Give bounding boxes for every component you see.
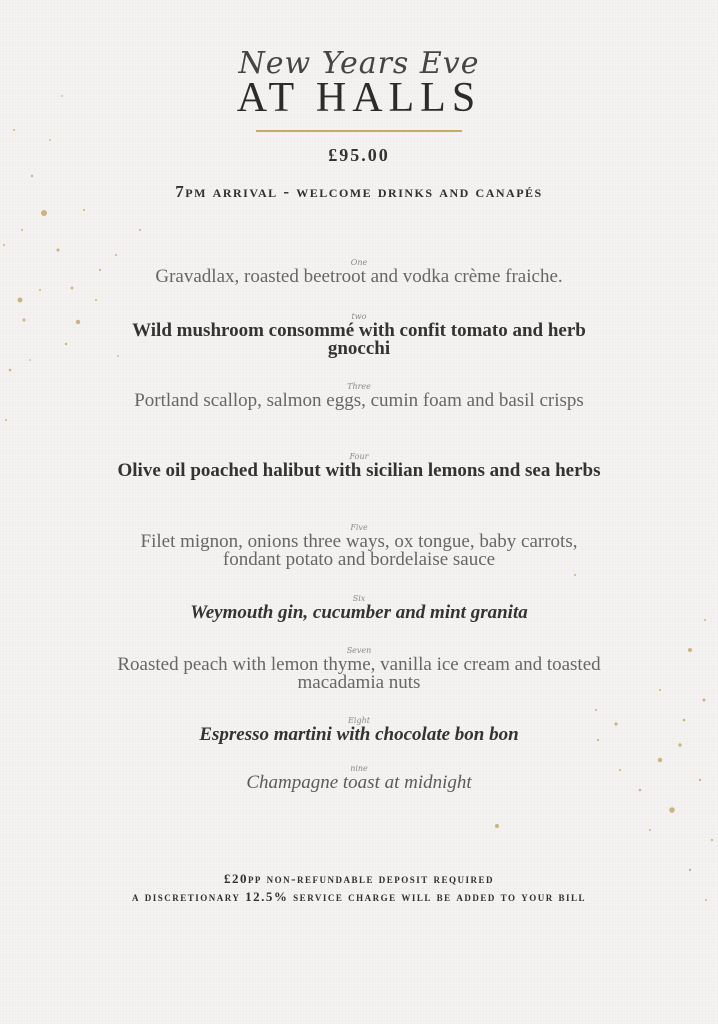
service-charge-note: a discretionary 12.5% service charge will be added to your bill: [131, 889, 586, 904]
course-dish: Portland scallop, salmon eggs, cumin foam and basil crisps: [134, 390, 584, 411]
course-8: [110, 716, 608, 744]
course-number: nine: [350, 764, 368, 773]
course-dish: Champagne toast at midnight: [246, 772, 472, 793]
course-number: Three: [347, 382, 371, 391]
course-4: [110, 452, 608, 480]
course-3: [110, 382, 608, 410]
script-title: New Years Eve: [238, 46, 480, 81]
course-5: [110, 523, 608, 569]
course-number: Five: [350, 523, 368, 532]
course-dish: Filet mignon, onions three ways, ox tongue, baby carrots, fondant potato and bordelaise sauce: [140, 531, 578, 570]
course-dish: Gravadlax, roasted beetroot and vodka crème fraiche.: [155, 266, 563, 287]
course-dish: Espresso martini with chocolate bon bon: [199, 724, 519, 745]
menu-footer: [0, 870, 718, 906]
course-number: Six: [352, 594, 366, 603]
course-number: two: [351, 312, 367, 321]
course-number: One: [350, 258, 368, 267]
deposit-note: £20pp non-refundable deposit required: [223, 871, 495, 886]
course-dish: Roasted peach with lemon thyme, vanilla ice cream and toasted macadamia nuts: [117, 654, 601, 693]
arrival-note: 7pm arrival - welcome drinks and canapés: [175, 182, 543, 201]
menu-header: [0, 44, 718, 132]
main-title: AT HALLS: [236, 75, 482, 121]
course-dish: Wild mushroom consommé with confit tomato and herb gnocchi: [132, 320, 586, 359]
gold-divider: [256, 130, 462, 132]
course-dish: Olive oil poached halibut with sicilian lemons and sea herbs: [117, 460, 601, 481]
course-2: [110, 312, 608, 358]
course-number: Four: [349, 452, 369, 461]
course-6: [110, 594, 608, 622]
course-number: Eight: [348, 716, 370, 725]
course-9: [110, 764, 608, 792]
course-dish: Weymouth gin, cucumber and mint granita: [190, 602, 528, 623]
course-7: [110, 646, 608, 692]
menu-price: £95.00: [328, 145, 390, 165]
course-1: [110, 258, 608, 286]
course-number: Seven: [346, 646, 372, 655]
